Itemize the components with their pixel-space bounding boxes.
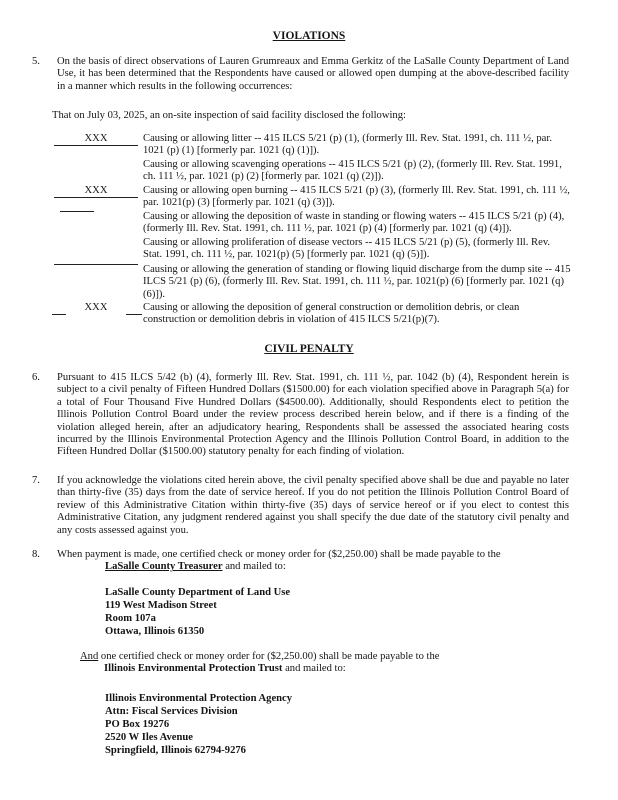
address-line: Room 107a	[105, 613, 156, 624]
address-line: Ottawa, Illinois 61350	[105, 626, 205, 637]
paragraph-5-text: On the basis of direct observations of Lauren Grumreaux and Emma Gerkitz of the LaSalle County Department of Land Use, it has been determined that the Respondents have caused or allowed open dumping at the above-described facility in a manner which results in the following occurrences:	[57, 56, 569, 92]
violation-text: Causing or allowing litter -- 415 ILCS 5/21 (p) (1), (formerly Ill. Rev. Stat. 1991, ch. 111 ½, par. 1021 (p) (1) [formerly par. 1021 (q) (1)]).	[143, 133, 552, 157]
address-line: 2520 W Iles Avenue	[105, 732, 193, 743]
and-word: And	[80, 651, 99, 662]
payee-county-suffix: and mailed to:	[225, 561, 286, 573]
paragraph-7-text: If you acknowledge the violations cited herein above, the civil penalty specified above shall be due and payable no later than thirty-five (35) days from the date of service hereof. If you do not petition the Illinois Pollution Control Board of review of this Administrative Citation within thirty-five (35) days of service hereof or if you elect to contest this Administrative Citation, any judgment rendered against you shall specify the due date of the statutory civil penalty and any costs assessed against you.	[57, 475, 569, 536]
violation-mark: XXX	[52, 133, 140, 145]
civil-penalty-heading: CIVIL PENALTY	[264, 343, 354, 355]
address-line: PO Box 19276	[105, 719, 170, 730]
violation-text: Causing or allowing the generation of standing or flowing liquid discharge from the dump site -- 415 ILCS 5/21 (p) (6), (formerly Ill. Rev. Stat. 1991, ch. 111 ½, par. 1021(p) (6) [formerly par. 1021 (q) (6)]).	[143, 264, 571, 300]
address-county-land-use	[105, 587, 290, 639]
address-line: 119 West Madison Street	[105, 600, 217, 611]
paragraph-8-number: 8.	[32, 549, 40, 560]
paragraph-6	[32, 372, 569, 459]
paragraph-6-number: 6.	[32, 372, 40, 383]
violation-mark: XXX	[52, 185, 140, 197]
violation-text: Causing or allowing the deposition of general construction or demolition debris, or clean construction or demolition debris in violation of 415 ILCS 5/21(p)(7).	[143, 302, 520, 326]
address-line: LaSalle County Department of Land Use	[105, 587, 291, 598]
paragraph-8-text: When payment is made, one certified check or money order for ($2,250.00) shall be made payable to the	[57, 549, 501, 560]
paragraph-5-number: 5.	[32, 56, 40, 67]
violation-text: Causing or allowing the deposition of waste in standing or flowing waters -- 415 ILCS 5/21 (p) (4), (formerly Ill. Rev. Stat. 1991, ch. 111 ½, par. 1021 (p) (4) [formerly par. 1021 (q) (4)]).	[143, 211, 565, 235]
and-payment-line	[80, 651, 560, 676]
violations-heading: VIOLATIONS	[272, 30, 346, 42]
address-line: Springfield, Illinois 62794-9276	[105, 745, 246, 756]
address-line: Illinois Environmental Protection Agency	[105, 693, 293, 704]
violation-text: Causing or allowing proliferation of disease vectors -- 415 ILCS 5/21 (p) (5), (formerly Ill. Rev. Stat. 1991, ch. 111 ½, par. 1021(p) (5) [formerly par. 1021 (q) (5)]).	[143, 237, 551, 261]
paragraph-6-text: Pursuant to 415 ILCS 5/42 (b) (4), formerly Ill. Rev. Stat. 1991, ch. 111 ½, par. 1042 (b) (4), Respondent herein is subject to a civil penalty of Fifteen Hundred Dollars ($1500.00) for each violation specified above in Paragraph 5(a) for a total of Four Thousand Five Hundred Dollars ($4500.00). Additionally, should Respondents elect to petition the Illinois Pollution Control Board under the review process described herein below, and if there is a finding of the violation alleged herein, after an adjudicatory hearing, Respondents shall be assessed the associated hearing costs incurred by the Illinois Environmental Protection Agency and the Illinois Pollution Control Board, in addition to the Fifteen Hundred Dollar ($1500.00) statutory penalty for each finding of violation.	[57, 372, 569, 458]
violation-text: Causing or allowing scavenging operations -- 415 ILCS 5/21 (p) (2), (formerly Ill. Rev. Stat. 1991, ch. 111 ½, par. 1021 (p) (2) [formerly par. 1021 (q) (2)]).	[143, 159, 562, 183]
address-illinois-epa	[105, 692, 292, 757]
violation-text: Causing or allowing open burning -- 415 ILCS 5/21 (p) (3), (formerly Ill. Rev. Stat. 1991, ch. 111 ½, par. 1021(p) (3) [formerly par. 1021 (q) (3)]).	[143, 185, 570, 209]
address-line: Attn: Fiscal Services Division	[105, 706, 238, 717]
payee-epa-trust: Illinois Environmental Protection Trust	[104, 663, 283, 675]
payee-county-treasurer: LaSalle County Treasurer	[105, 561, 223, 573]
and-payment-text: one certified check or money order for ($2,250.00) shall be made payable to the	[100, 651, 440, 662]
payee-epa-suffix: and mailed to:	[285, 663, 346, 675]
paragraph-5	[32, 56, 569, 93]
inspection-line: That on July 03, 2025, an on-site inspection of said facility disclosed the following:	[52, 110, 406, 121]
violation-mark: XXX	[52, 302, 140, 314]
paragraph-8	[32, 549, 569, 574]
paragraph-7	[32, 475, 569, 537]
paragraph-7-number: 7.	[32, 475, 40, 486]
